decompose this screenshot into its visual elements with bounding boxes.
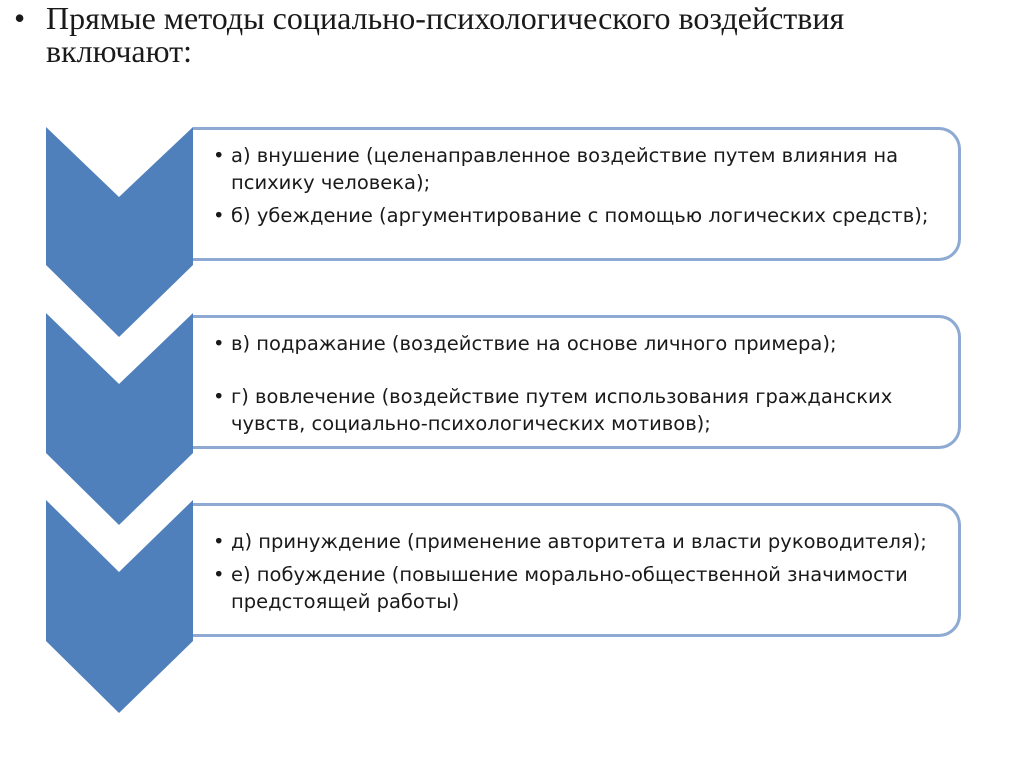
chevron-3: [46, 500, 193, 713]
title-bullet: •: [14, 0, 26, 36]
item-bullet: •: [213, 385, 225, 408]
stage-box-3: [193, 503, 961, 637]
list-item: [213, 330, 938, 357]
item-bullet: •: [213, 144, 225, 167]
stage-box-1: [193, 127, 961, 261]
item-bullet: •: [213, 332, 225, 355]
list-item: [213, 383, 938, 437]
item-text: а) внушение (целенаправленное воздействие путем влияния на психику человека);: [231, 144, 899, 194]
item-text: в) подражание (воздействие на основе личного примера);: [231, 332, 837, 355]
list-item: [213, 561, 938, 615]
chevron-2: [46, 313, 193, 525]
list-item: [213, 142, 938, 196]
item-text: е) побуждение (повышение морально-общественной значимости предстоящей работы): [231, 563, 908, 613]
stage-box-2: [193, 315, 961, 449]
title-text: Прямые методы социально-психологического воздействия включают:: [46, 0, 845, 69]
item-bullet: •: [213, 530, 225, 553]
item-text: д) принуждение (применение авторитета и власти руководителя);: [231, 530, 927, 553]
list-item: [213, 528, 938, 555]
item-text: г) вовлечение (воздействие путем использования гражданских чувств, социально-психологических мотивов);: [231, 385, 893, 435]
item-text: б) убеждение (аргументирование с помощью логических средств);: [231, 204, 929, 227]
item-bullet: •: [213, 563, 225, 586]
item-bullet: •: [213, 204, 225, 227]
list-item: [213, 202, 938, 229]
chevron-1: [46, 127, 193, 337]
